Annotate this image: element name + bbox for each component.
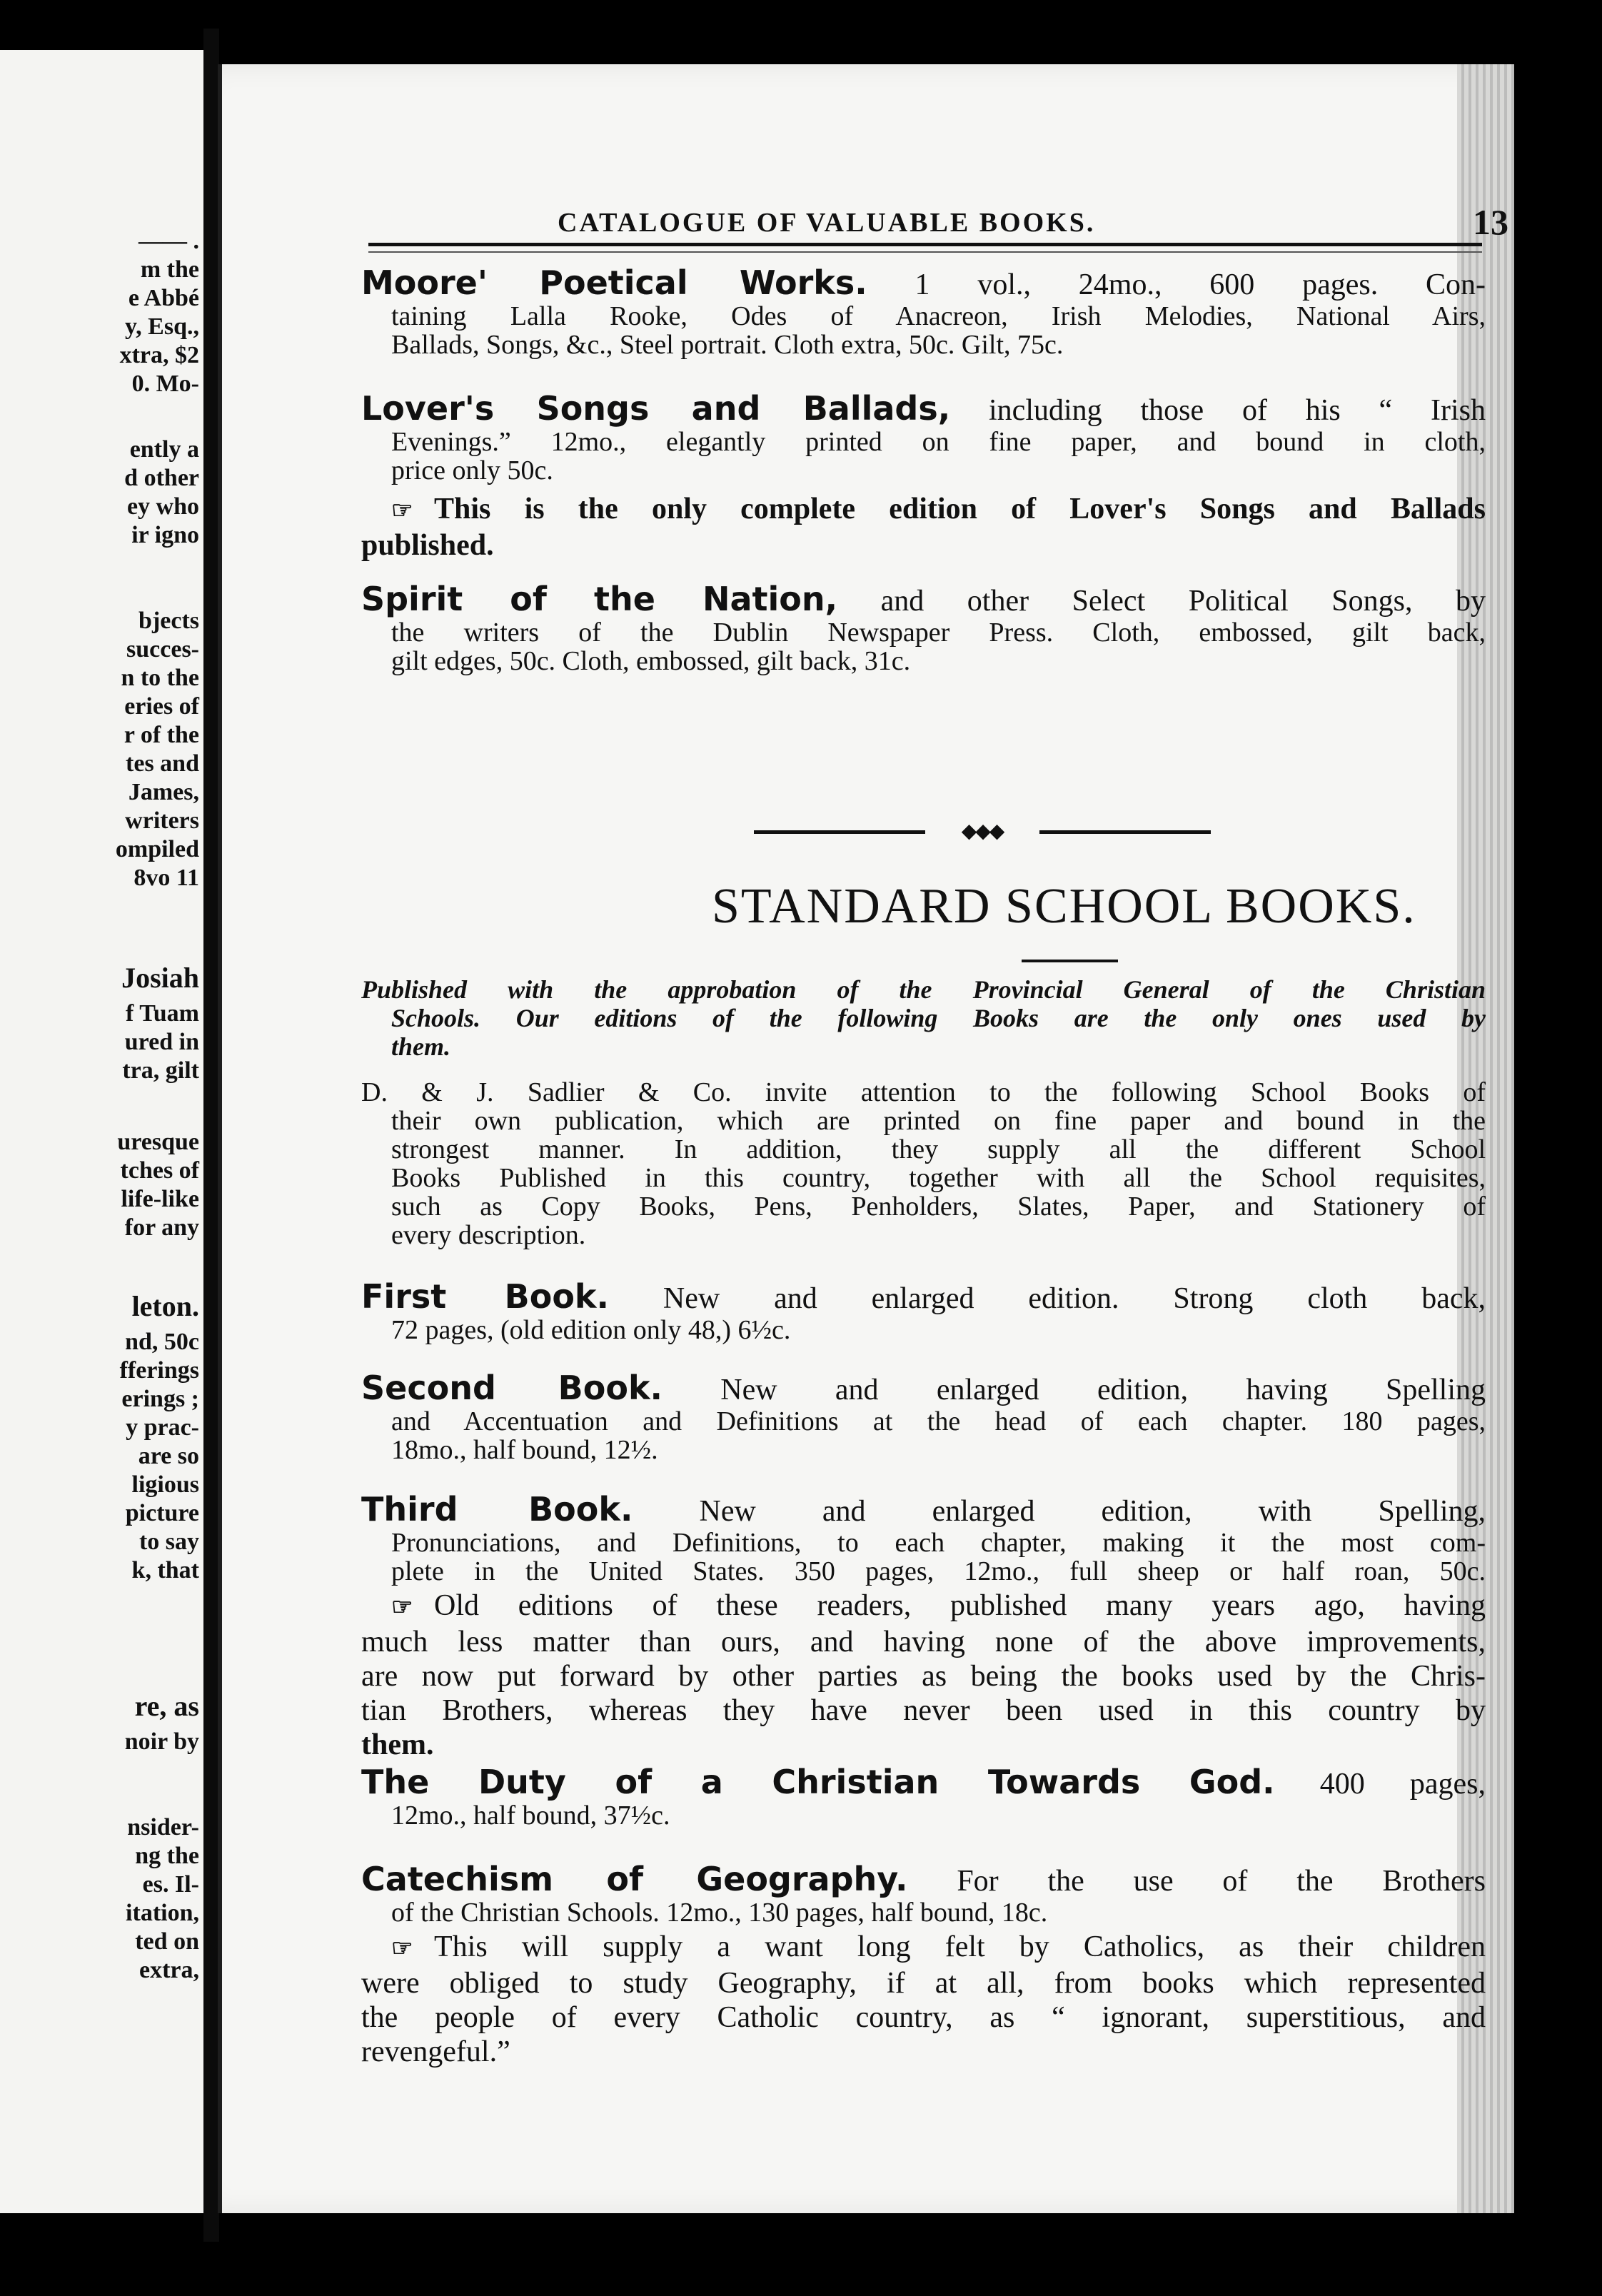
book-entry-third (361, 1492, 1486, 1762)
book-entry-lover (361, 391, 1486, 563)
facing-line: 8vo 11 (134, 865, 199, 891)
header-rule (368, 243, 1482, 246)
notice-line: such as Copy Books, Pens, Penholders, Slates, Paper, and Stationery of (391, 1192, 1486, 1222)
notice-line: D. & J. Sadlier & Co. invite attention to the following School Books of (361, 1077, 1486, 1107)
note-text: This is the only complete edition of Lover's Songs and Ballads (434, 493, 1486, 525)
book-entry-moore (361, 263, 1486, 360)
facing-line: extra, (138, 1957, 199, 1983)
facing-line: Josiah (121, 962, 199, 994)
section-intro (361, 975, 1486, 1061)
book-title: Third Book. (361, 1490, 633, 1529)
note-text: much less matter than ours, and having none of the above improvements, (361, 1626, 1486, 1658)
facing-line: ng the (135, 1843, 199, 1869)
facing-line: bjects (138, 608, 199, 634)
facing-line: nsider- (127, 1814, 199, 1841)
facing-line: to say (138, 1529, 199, 1555)
book-detail: 12mo., half bound, 37½c. (391, 1801, 670, 1831)
book-entry-catechism (361, 1862, 1486, 2069)
note-text: them. (361, 1728, 434, 1761)
facing-line: nd, 50c (125, 1329, 199, 1355)
intro-line: them. (391, 1032, 451, 1061)
book-detail: taining Lalla Rooke, Odes of Anacreon, Irish Melodies, National Airs, (391, 301, 1486, 331)
book-detail: Ballads, Songs, &c., Steel portrait. Cloth extra, 50c. Gilt, 75c. (391, 330, 1064, 360)
book-title: Spirit of the Nation, (361, 580, 838, 618)
section-rule (1022, 960, 1118, 962)
facing-line: James, (128, 779, 199, 805)
running-head: CATALOGUE OF VALUABLE BOOKS. (558, 208, 1096, 238)
facing-line: life-like (121, 1186, 199, 1212)
facing-line: writers (125, 807, 199, 834)
facing-line: uresque (117, 1129, 199, 1155)
note-text: This will supply a want long felt by Catholics, as their children (434, 1930, 1486, 1963)
note-text: the people of every Catholic country, as “ ignorant, superstitious, and (361, 2001, 1486, 2034)
facing-line: succes- (126, 636, 199, 663)
note-text: were obliged to study Geography, if at all, from books which represented (361, 1967, 1486, 2000)
notice-line: Books Published in this country, together with all the School requisites, (391, 1163, 1486, 1193)
facing-line: y, Esq., (125, 313, 199, 340)
book-title: Catechism of Geography. (361, 1860, 908, 1898)
facing-line: eries of (124, 693, 199, 720)
book-entry-first (361, 1279, 1486, 1344)
notice-line: their own publication, which are printed on fine paper and bound in the (391, 1106, 1486, 1136)
book-title: Lover's Songs and Ballads, (361, 389, 951, 428)
book-detail: New and enlarged edition, with Spelling, (633, 1495, 1486, 1528)
book-detail: 18mo., half bound, 12½. (391, 1435, 658, 1465)
page-number: 13 (1473, 202, 1508, 242)
facing-line: r of the (124, 722, 199, 748)
book-detail: 1 vol., 24mo., 600 pages. Con- (867, 268, 1486, 301)
facing-line: itation, (126, 1900, 199, 1926)
book-detail: the writers of the Dublin Newspaper Press. Cloth, embossed, gilt back, (391, 618, 1486, 648)
note-text: Old editions of these readers, published many years ago, having (434, 1589, 1486, 1622)
facing-line: e Abbé (128, 285, 199, 311)
book-detail: Evenings.” 12mo., elegantly printed on fine paper, and bound in cloth, (391, 427, 1486, 457)
facing-line: tes and (126, 750, 199, 777)
facing-line: 0. Mo- (131, 371, 199, 397)
facing-line: ured in (124, 1029, 199, 1055)
facing-line: for any (124, 1214, 199, 1241)
book-detail: price only 50c. (391, 455, 553, 485)
book-detail: and Accentuation and Definitions at the head of each chapter. 180 pages, (391, 1406, 1486, 1436)
facing-line: tra, gilt (122, 1057, 199, 1084)
facing-line: fferings (119, 1357, 199, 1384)
book-entry-duty (361, 1765, 1486, 1830)
intro-line: Published with the approbation of the Provincial General of the Christian (361, 975, 1486, 1004)
notice-line: strongest manner. In addition, they supply all the different School (391, 1134, 1486, 1164)
facing-line: m the (140, 256, 199, 283)
book-entry-second (361, 1371, 1486, 1464)
book-detail: of the Christian Schools. 12mo., 130 pages, half bound, 18c. (391, 1898, 1048, 1928)
note-text: are now put forward by other parties as being the books used by the Chris- (361, 1660, 1486, 1693)
intro-line: Schools. Our editions of the following Books are the only ones used by (391, 1004, 1486, 1032)
facing-line: —— . (138, 228, 199, 254)
section-ornament: ◆◆◆ (754, 821, 1211, 842)
book-detail: 400 pages, (1274, 1768, 1486, 1801)
book-detail: New and enlarged edition, having Spelling (663, 1374, 1486, 1406)
book-title: First Book. (361, 1277, 609, 1316)
book-detail: plete in the United States. 350 pages, 12mo., full sheep or half roan, 50c. (391, 1556, 1486, 1586)
book-detail: New and enlarged edition. Strong cloth back, (609, 1282, 1486, 1315)
facing-line: picture (125, 1500, 199, 1526)
book-detail: 72 pages, (old edition only 48,) 6½c. (391, 1315, 791, 1345)
facing-line: n to the (121, 665, 199, 691)
facing-line: noir by (124, 1728, 199, 1755)
book-detail: Pronunciations, and Definitions, to each chapter, making it the most com- (391, 1528, 1486, 1558)
facing-page-fragment (0, 50, 206, 2213)
book-entry-spirit (361, 582, 1486, 675)
note-text: tian Brothers, whereas they have never been used in this country by (361, 1694, 1486, 1727)
book-detail: and other Select Political Songs, by (837, 585, 1486, 618)
book-title: Second Book. (361, 1369, 663, 1407)
facing-line: k, that (131, 1557, 199, 1583)
facing-line: d other (124, 465, 199, 491)
facing-line: f Tuam (126, 1000, 199, 1027)
facing-line: xtra, $2 (119, 342, 199, 368)
pointing-hand-icon: ☞ (391, 1935, 413, 1962)
facing-line: ted on (135, 1928, 199, 1955)
section-title: STANDARD SCHOOL BOOKS. (712, 879, 1416, 934)
facing-line: ligious (131, 1471, 199, 1498)
facing-line: ompiled (115, 836, 199, 862)
book-detail: gilt edges, 50c. Cloth, embossed, gilt back, 31c. (391, 646, 911, 676)
facing-line: es. Il- (142, 1871, 199, 1898)
facing-line: tches of (120, 1157, 199, 1184)
note-text: published. (361, 529, 494, 562)
book-gutter (203, 29, 219, 2242)
book-title: The Duty of a Christian Towards God. (361, 1763, 1275, 1801)
catalogue-page (218, 64, 1514, 2213)
facing-line: are so (138, 1443, 199, 1469)
facing-line: re, as (134, 1690, 199, 1722)
facing-line: erings ; (121, 1386, 199, 1412)
pointing-hand-icon: ☞ (391, 498, 413, 524)
header-rule-thin (368, 251, 1482, 253)
book-title: Moore' Poetical Works. (361, 263, 867, 302)
facing-line: ir igno (131, 522, 199, 548)
facing-line: ently a (129, 436, 199, 463)
book-detail: For the use of the Brothers (907, 1865, 1486, 1898)
facing-line: ey who (126, 493, 199, 520)
note-text: revengeful.” (361, 2035, 510, 2068)
facing-line: leton. (131, 1290, 199, 1322)
publisher-notice (361, 1078, 1486, 1249)
book-detail: including those of his “ Irish (950, 394, 1486, 427)
notice-line: every description. (391, 1220, 586, 1250)
pointing-hand-icon: ☞ (391, 1594, 413, 1621)
facing-line: y prac- (126, 1414, 199, 1441)
